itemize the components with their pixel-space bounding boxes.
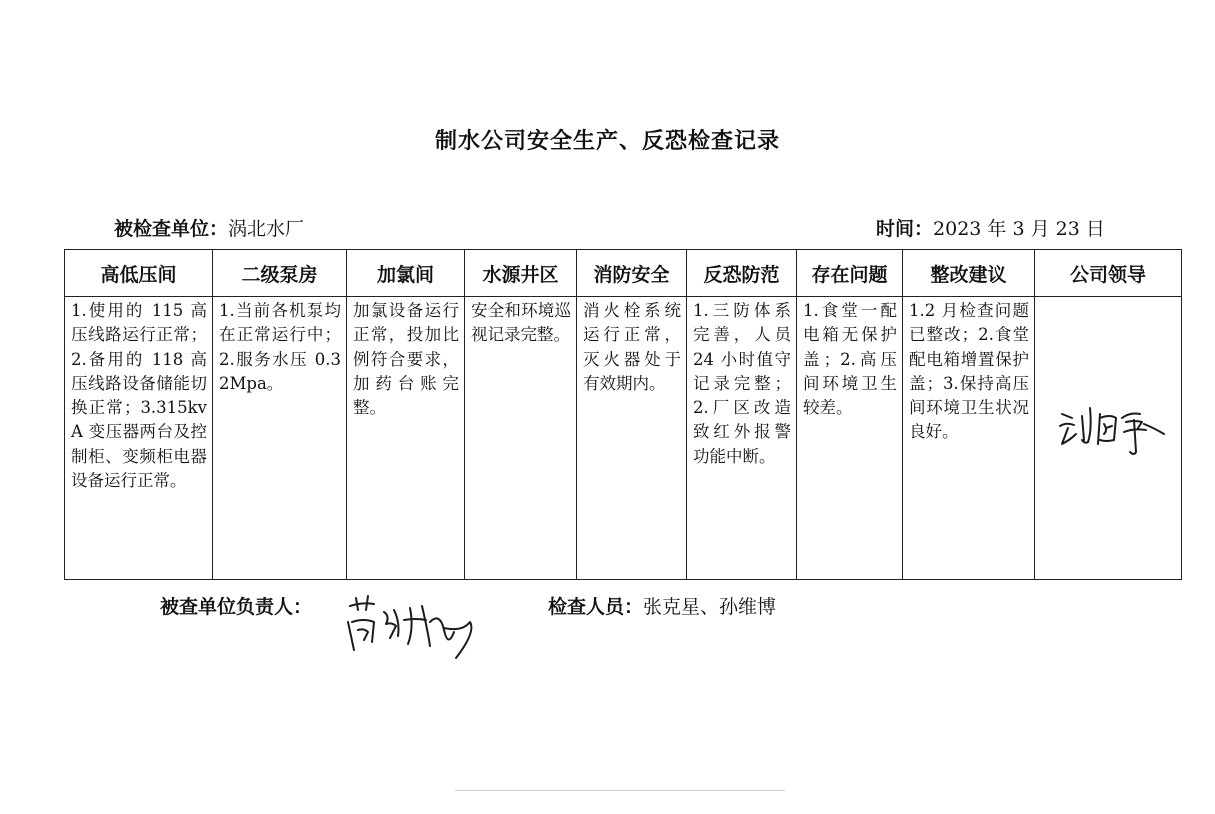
cell-existing-problems: 1.食堂一配电箱无保护盖；2.高压间环境卫生较差。 [797,297,903,580]
header-secondary-pump-room: 二级泵房 [213,250,347,297]
inspected-unit [114,214,304,241]
inspected-unit-label: 被检查单位： [114,218,229,240]
cell-secondary-pump-room: 1.当前各机泵均在正常运行中；2.服务水压 0.32Mpa。 [213,297,347,580]
inspectors-label: 检查人员： [548,596,644,618]
inspection-time-label: 时间： [876,218,934,240]
header-existing-problems: 存在问题 [797,250,903,297]
document-title: 制水公司安全生产、反恐检查记录 [434,129,780,154]
header-chlorination-room: 加氯间 [347,250,465,297]
header-company-leader: 公司领导 [1035,250,1182,297]
leader-signature [1054,400,1169,462]
responsible-person-label: 被查单位负责人： [160,596,313,618]
cell-anti-terror: 1.三防体系完善，人员 24 小时值守记录完整；2.厂区改造致红外报警功能中断。 [687,297,797,580]
cell-chlorination-room: 加氯设备运行正常，投加比例符合要求，加药台账完整。 [347,297,465,580]
table-row [65,297,1182,580]
table-header-row [65,250,1182,297]
inspection-time-value: 2023 年 3 月 23 日 [933,218,1105,240]
header-high-low-voltage: 高低压间 [65,250,213,297]
header-well-field: 水源井区 [465,250,577,297]
inspectors-value: 张克星、孙维博 [643,596,777,618]
inspected-unit-value: 涡北水厂 [228,218,305,240]
cell-high-low-voltage: 1.使用的 115 高压线路运行正常；2.备用的 118 高压线路设备储能切换正常；3.315kvA 变压器两台及控制柜、变频柜电器设备运行正常。 [65,297,213,580]
cell-well-field: 安全和环境巡视记录完整。 [465,297,577,580]
cell-fire-safety: 消火栓系统运行正常，灭火器处于有效期内。 [577,297,687,580]
header-fire-safety: 消防安全 [577,250,687,297]
header-rectification-advice: 整改建议 [903,250,1035,297]
responsible-person [160,592,312,619]
header-anti-terror: 反恐防范 [687,250,797,297]
cell-rectification-advice: 1.2 月检查问题已整改；2.食堂配电箱增置保护盖；3.保持高压间环境卫生状况良好。 [903,297,1035,580]
inspectors [548,592,776,619]
inspection-table [64,249,1182,580]
inspection-time [876,214,1105,241]
scan-artifact [455,790,785,791]
responsible-signature [344,592,484,666]
